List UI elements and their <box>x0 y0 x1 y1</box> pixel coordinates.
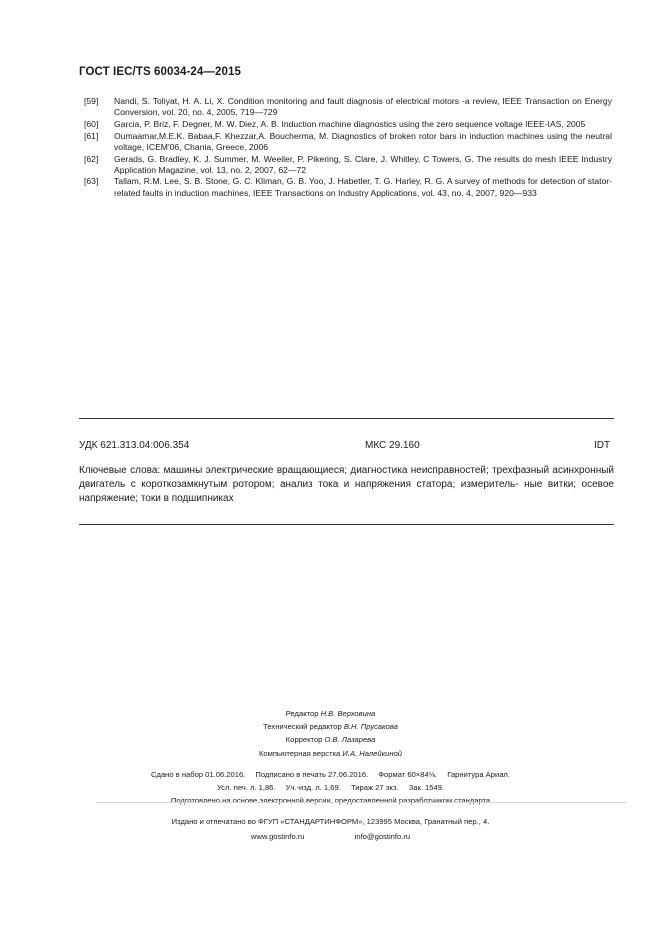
credits-block <box>0 707 661 760</box>
website-link: www.gostinfo.ru <box>250 832 305 841</box>
udk-code: УДК 621.313.04:006.354 <box>79 440 190 451</box>
circulation: Тираж 27 экз. <box>350 783 399 793</box>
reference-number: [59] <box>84 96 99 106</box>
reference-text: Nandi, S. Toliyat, H. A. Li, X. Condition monitoring and fault diagnosis of electrical motors -a review, IEEE Transaction on Energy Conversion, vol. 20, no. 4, 2005, 719—729 <box>114 96 612 118</box>
prepared-note: Подготовлено на основе электронной версии, предоставленной разработчиком стандарта <box>170 796 491 806</box>
reference-text: Tallam, R.M. Lee, S. B. Stone, G. C. Kliman, G. B. Yoo, J. Habetler, T. G. Harley, R. G. A survey of methods for detection of stator-related faults in induction machines, IEEE Transactions on Industry Applications, vol. 43, no. 4, 2007, 920—933 <box>114 176 612 198</box>
reference-number: [63] <box>84 176 99 187</box>
credit-label: Технический редактор <box>263 722 342 732</box>
email-link: info@gostinfo.ru <box>354 832 411 841</box>
credit-label: Редактор <box>285 709 319 718</box>
credit-corrector <box>0 733 661 746</box>
reference-text: Gerads, G. Bradley, K. J. Summer, M. Weeiler, P. Pikering, S. Clare, J. Whitley, C Towers, G. The results do mesh IEEE Industry Application Magazine, vol. 13, no. 2, 2007, 62—72 <box>114 153 612 175</box>
idt-label: IDT <box>594 440 611 451</box>
reference-number: [62] <box>84 153 99 164</box>
credit-editor <box>0 707 661 720</box>
submitted-date: Сдано в набор 01.06.2016. <box>151 770 246 779</box>
reference-item <box>84 119 612 130</box>
reference-number: [61] <box>84 130 99 141</box>
credit-name: В.Н. Прусакова <box>343 722 398 732</box>
signed-date: Подписано в печать 27.06.2016. <box>255 770 369 779</box>
publication-row <box>0 781 661 794</box>
credit-layout <box>0 747 661 760</box>
credit-name: Н.В. Верховина <box>320 709 376 718</box>
typeface: Гарнитура Ариал. <box>447 770 510 779</box>
references-list <box>84 96 612 199</box>
print-sheets: Усл. печ. л. 1,86. <box>216 783 276 793</box>
mks-code: МКС 29.160 <box>365 440 420 451</box>
standard-code: ГОСТ IEC/TS 60034-24—2015 <box>79 66 241 78</box>
credit-label: Корректор <box>285 735 323 745</box>
pub-sheets: Уч.-изд. л. 1,69. <box>285 783 341 793</box>
paper-format: Формат 60×84⅛. <box>378 770 438 779</box>
reference-item <box>84 131 612 153</box>
credit-label: Компьютерная верстка <box>258 748 341 758</box>
credit-tech-editor <box>0 720 661 733</box>
credit-name: И.А. Налейкиной <box>342 748 403 758</box>
publisher-contacts <box>0 829 661 844</box>
divider-footer <box>96 802 626 803</box>
credit-name: О.В. Лазарева <box>324 735 376 745</box>
publication-row <box>0 794 661 807</box>
keywords: Ключевые слова: машины электрические вращающиеся; диагностика неисправностей; трехфазный асинхронный двигатель с короткозамкнутым ротором; анализ тока и напряжения статора; измеритель- ные витки; осевое напряжение; токи в подшипниках <box>79 465 614 504</box>
reference-item <box>84 154 612 176</box>
publisher-line: Издано и отпечатано во ФГУП «СТАНДАРТИНФОРМ», 123995 Москва, Гранатный пер., 4. <box>171 817 490 826</box>
reference-text: Oumaamar,M.E.K. Babaa,F. Khezzar,A. Boucherma, M. Diagnostics of broken rotor bars in induction machines using the neutral voltage, ICEM'06, Chania, Greece, 2006 <box>114 130 612 152</box>
reference-text: Garcia, P. Briz, F. Degner, M. W. Diez, A. B. Induction machine diagnostics using the zero sequence voltage IEEE-IAS, 2005 <box>114 118 586 129</box>
reference-item <box>84 96 612 118</box>
reference-number: [60] <box>84 118 99 129</box>
reference-item <box>84 176 612 198</box>
order-number: Зак. 1549. <box>408 783 445 793</box>
divider-bottom <box>79 524 614 525</box>
publication-row <box>0 768 661 781</box>
publisher-info <box>0 814 661 844</box>
divider-top <box>79 418 614 419</box>
